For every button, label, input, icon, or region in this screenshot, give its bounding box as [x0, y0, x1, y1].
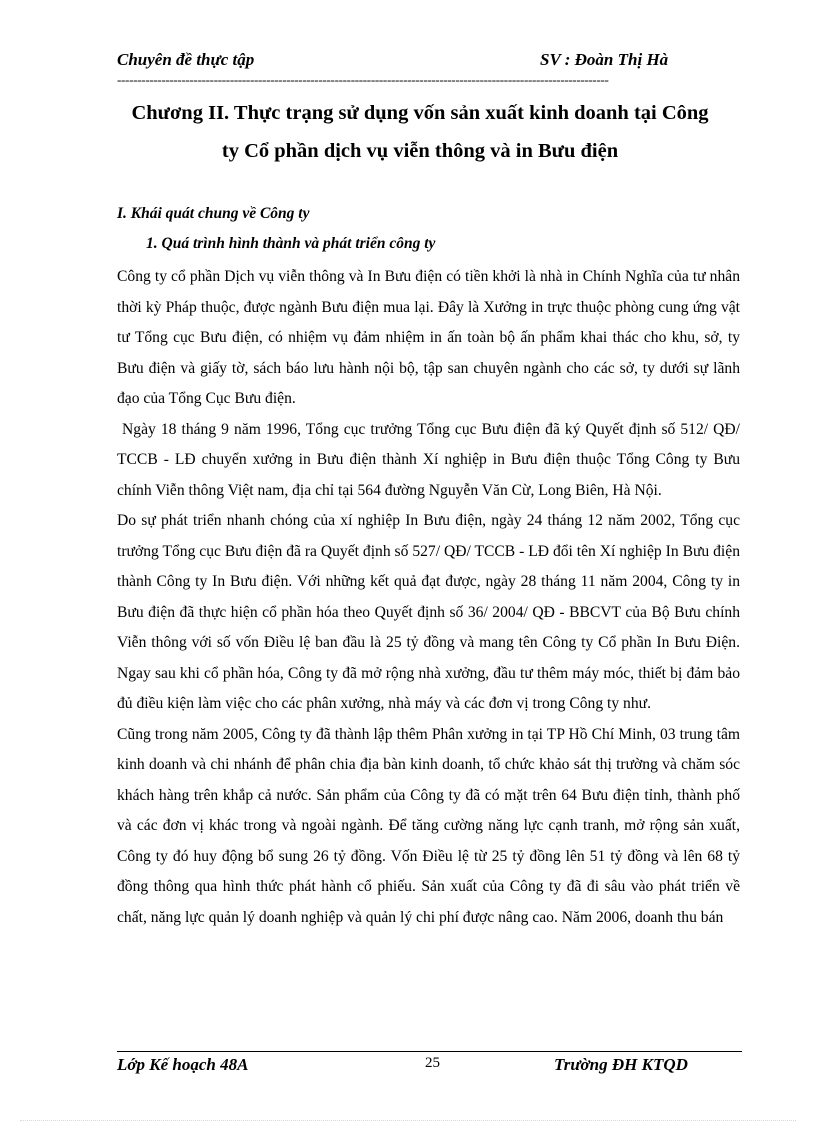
subsection-heading: 1. Quá trình hình thành và phát triển công ty — [146, 235, 436, 252]
chapter-title-line-1: Chương II. Thực trạng sử dụng vốn sản xuất kinh doanh tại Công — [131, 102, 709, 124]
body-text — [117, 262, 744, 933]
page-footer — [117, 1055, 742, 1077]
paragraph: Ngày 18 tháng 9 năm 1996, Tổng cục trưởng Tổng cục Bưu điện đã ký Quyết định số 512/ QĐ/ TCCB - LĐ chuyển xưởng in Bưu điện thành Xí nghiệp in Bưu điện thuộc Tổng Công ty Bưu chính Viễn thông Việt nam, địa chỉ tại 564 đường Nguyễn Văn Cừ, Long Biên, Hà Nội. — [117, 420, 744, 499]
page-edge-dots — [20, 1120, 796, 1121]
paragraph: Cũng trong năm 2005, Công ty đã thành lập thêm Phân xưởng in tại TP Hồ Chí Minh, 03 trung tâm kinh doanh và chi nhánh để phân chia địa bàn kinh doanh, tổ chức khảo sát thị trường và chăm sóc khách hàng trên khắp cả nước. Sản phẩm của Công ty đã có mặt trên 64 Bưu điện tỉnh, thành phố và các đơn vị khác trong và ngoài ngành. Để tăng cường năng lực cạnh tranh, mở rộng sản xuất, Công ty đó huy động bổ sung 26 tỷ đồng. Vốn Điều lệ từ 25 tỷ đồng lên 51 tỷ đồng và lên 68 tỷ đồng thông qua hình thức phát hành cổ phiếu. Sản xuất của Công ty đã đi sâu vào phát triển về chất, năng lực quản lý doanh nghiệp và quản lý chi phí được nâng cao. Năm 2006, doanh thu bán — [117, 725, 740, 926]
footer-university: Trường ĐH KTQD — [554, 1055, 688, 1074]
header-topic: Chuyên đề thực tập — [117, 50, 255, 69]
header-student: SV : Đoàn Thị Hà — [540, 50, 669, 69]
header-dash-rule: -------------------------------------------------------------------------------------------------------------------------- — [117, 73, 609, 87]
chapter-title-line-2: ty Cổ phần dịch vụ viễn thông và in Bưu điện — [221, 140, 619, 162]
page-number: 25 — [425, 1055, 440, 1071]
paragraph: Do sự phát triển nhanh chóng của xí nghiệp In Bưu điện, ngày 24 tháng 12 năm 2002, Tổng cục trưởng Tổng cục Bưu điện đã ra Quyết định số 527/ QĐ/ TCCB - LĐ đổi tên Xí nghiệp In Bưu điện thành Công ty In Bưu điện. Với những kết quả đạt được, ngày 28 tháng 11 năm 2004, Công ty in Bưu điện đã thực hiện cổ phần hóa theo Quyết định số 36/ 2004/ QĐ - BBCVT của Bộ Bưu chính Viễn thông với số vốn Điều lệ ban đầu là 25 tỷ đồng và mang tên Công ty Cổ phần In Bưu Điện. Ngay sau khi cổ phần hóa, Công ty đã mở rộng nhà xưởng, đầu tư thêm máy móc, thiết bị đảm bảo đủ điều kiện làm việc cho các phân xưởng, nhà máy và các đơn vị trong Công ty như. — [117, 512, 740, 712]
section-heading: I. Khái quát chung về Công ty — [117, 205, 310, 222]
footer-class: Lớp Kế hoạch 48A — [117, 1055, 249, 1074]
paragraph: Công ty cổ phần Dịch vụ viễn thông và In Bưu điện có tiền khởi là nhà in Chính Nghĩa của tư nhân thời kỳ Pháp thuộc, được ngành Bưu điện mua lại. Đây là Xưởng in trực thuộc phòng cung ứng vật tư Tổng cục Bưu điện, có nhiệm vụ đảm nhiệm in ấn toàn bộ ấn phẩm khai thác cho khu, sở, ty Bưu điện và giấy tờ, sách báo lưu hành nội bộ, tập san chuyên ngành cho các sở, ty dưới sự lãnh đạo của Tổng Cục Bưu điện. — [117, 268, 740, 407]
page-header — [117, 50, 687, 72]
footer-rule — [117, 1051, 742, 1052]
chapter-title — [100, 94, 740, 170]
